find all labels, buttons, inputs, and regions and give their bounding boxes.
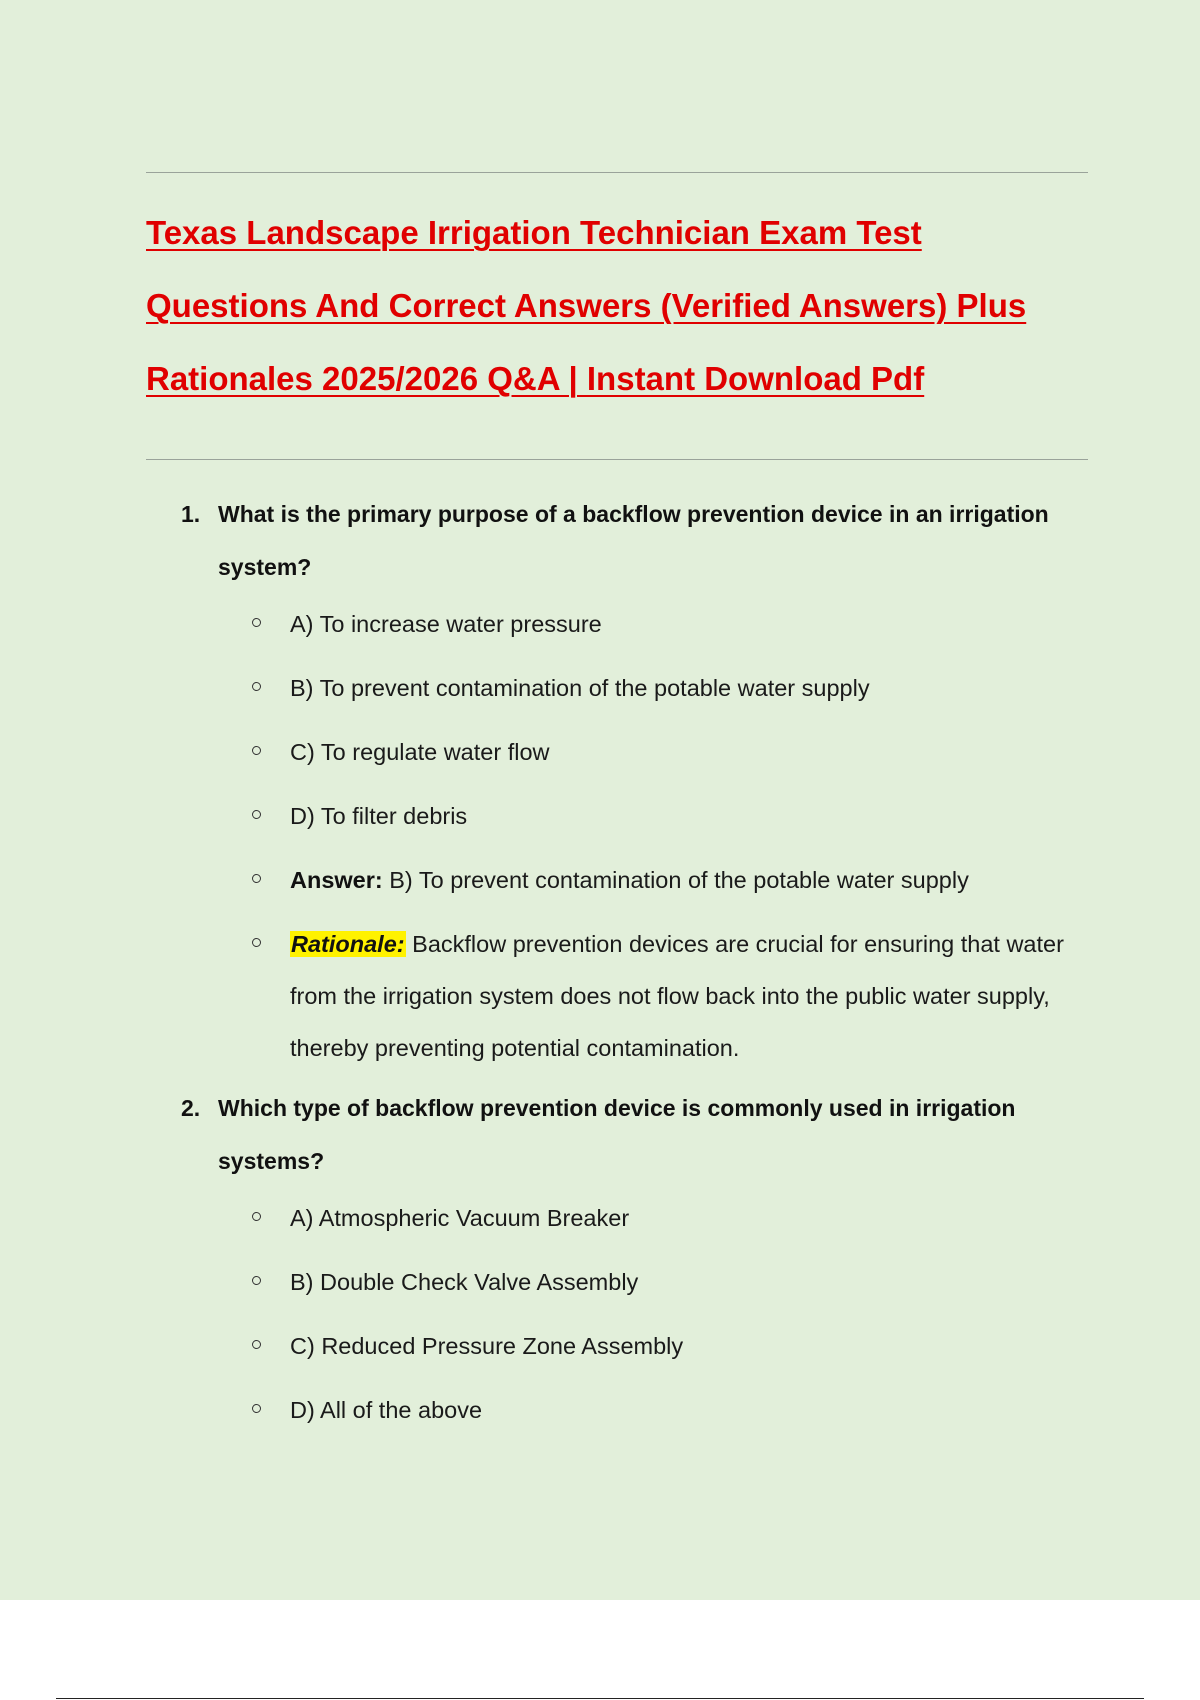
circle-bullet-icon bbox=[252, 810, 261, 819]
option-list bbox=[146, 594, 1096, 1082]
circle-bullet-icon bbox=[252, 938, 261, 947]
question-1 bbox=[146, 488, 1096, 1082]
option-text: D) To filter debris bbox=[290, 803, 468, 829]
question-text: What is the primary purpose of a backflow prevention device in an irrigation system? bbox=[218, 501, 1049, 580]
circle-bullet-icon bbox=[252, 746, 261, 755]
circle-bullet-icon bbox=[252, 874, 261, 883]
title-divider bbox=[146, 459, 1088, 460]
question-number: 2. bbox=[181, 1095, 201, 1121]
rationale-line bbox=[290, 914, 1090, 1082]
option-text: B) Double Check Valve Assembly bbox=[290, 1269, 639, 1295]
answer-line bbox=[290, 850, 1090, 914]
option-text: D) All of the above bbox=[290, 1397, 483, 1423]
option-d bbox=[290, 786, 1090, 850]
question-number: 1. bbox=[181, 501, 201, 527]
question-list bbox=[146, 488, 1096, 1444]
circle-bullet-icon bbox=[252, 1404, 261, 1413]
circle-bullet-icon bbox=[252, 618, 261, 627]
option-a bbox=[290, 1188, 1090, 1252]
rationale-label: Rationale: bbox=[291, 931, 405, 957]
circle-bullet-icon bbox=[252, 1212, 261, 1221]
answer-label: Answer: bbox=[290, 867, 383, 893]
title-line-1: Texas Landscape Irrigation Technician Exam Test bbox=[146, 214, 922, 251]
circle-bullet-icon bbox=[252, 1276, 261, 1285]
option-a bbox=[290, 594, 1090, 658]
title-line-3: Rationales 2025/2026 Q&A | Instant Download Pdf bbox=[146, 360, 925, 397]
option-b bbox=[290, 1252, 1090, 1316]
answer-text: B) To prevent contamination of the potable water supply bbox=[382, 867, 969, 893]
option-d bbox=[290, 1380, 1090, 1444]
top-divider bbox=[146, 172, 1088, 173]
rationale-text: Backflow prevention devices are crucial for ensuring that water from the irrigation system does not flow back into the public water supply, thereby preventing potential contamination. bbox=[290, 931, 1064, 1061]
option-text: C) Reduced Pressure Zone Assembly bbox=[290, 1333, 684, 1359]
title-line-2: Questions And Correct Answers (Verified Answers) Plus bbox=[146, 287, 1027, 324]
option-c bbox=[290, 722, 1090, 786]
circle-bullet-icon bbox=[252, 1340, 261, 1349]
document-title bbox=[146, 196, 1096, 415]
option-text: A) To increase water pressure bbox=[290, 611, 602, 637]
option-b bbox=[290, 658, 1090, 722]
option-text: C) To regulate water flow bbox=[290, 739, 550, 765]
footer-divider bbox=[56, 1698, 1144, 1699]
question-2 bbox=[146, 1082, 1096, 1444]
option-text: B) To prevent contamination of the potable water supply bbox=[290, 675, 870, 701]
option-text: A) Atmospheric Vacuum Breaker bbox=[290, 1205, 630, 1231]
option-c bbox=[290, 1316, 1090, 1380]
question-text: Which type of backflow prevention device is commonly used in irrigation systems? bbox=[218, 1095, 1016, 1174]
option-list bbox=[146, 1188, 1096, 1444]
circle-bullet-icon bbox=[252, 682, 261, 691]
